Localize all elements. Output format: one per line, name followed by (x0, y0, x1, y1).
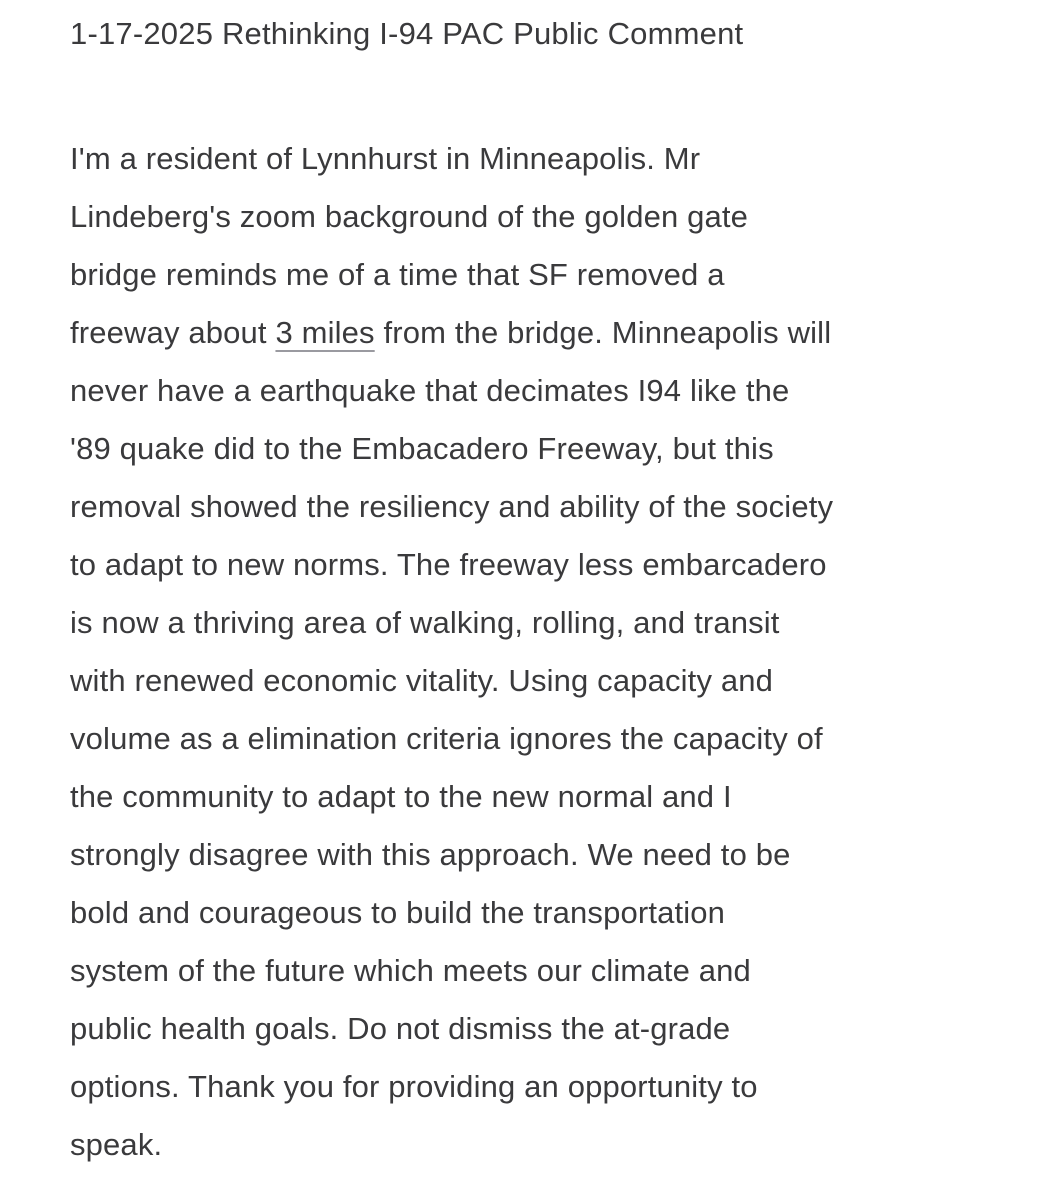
body-line: speak. (70, 1127, 163, 1162)
body-line: to adapt to new norms. The freeway less embarcadero (70, 547, 827, 582)
body-line: bridge reminds me of a time that SF removed a (70, 257, 725, 292)
body-line: removal showed the resiliency and ability of the society (70, 489, 834, 524)
body-line: volume as a elimination criteria ignores the capacity of (70, 721, 823, 756)
note-title: 1-17-2025 Rethinking I-94 PAC Public Comment (70, 16, 744, 51)
body-line: options. Thank you for providing an opportunity to (70, 1069, 758, 1104)
note-body (70, 130, 995, 1174)
body-text: from the bridge. Minneapolis will (374, 315, 832, 350)
body-line: is now a thriving area of walking, rolling, and transit (70, 605, 780, 640)
body-line: I'm a resident of Lynnhurst in Minneapolis. Mr (70, 141, 701, 176)
note-document (70, 0, 995, 1162)
body-line: never have a earthquake that decimates I94 like the (70, 373, 790, 408)
distance-data-link[interactable]: 3 miles (275, 315, 375, 350)
body-line: bold and courageous to build the transportation (70, 895, 726, 930)
body-line: public health goals. Do not dismiss the at-grade (70, 1011, 731, 1046)
body-line: system of the future which meets our climate and (70, 953, 751, 988)
body-line: Lindeberg's zoom background of the golden gate (70, 199, 749, 234)
body-line: '89 quake did to the Embacadero Freeway, but this (70, 431, 774, 466)
body-line-with-link (70, 304, 995, 362)
body-text: freeway about (70, 315, 276, 350)
body-line: the community to adapt to the new normal and I (70, 779, 732, 814)
body-line: strongly disagree with this approach. We need to be (70, 837, 791, 872)
body-line: with renewed economic vitality. Using capacity and (70, 663, 774, 698)
